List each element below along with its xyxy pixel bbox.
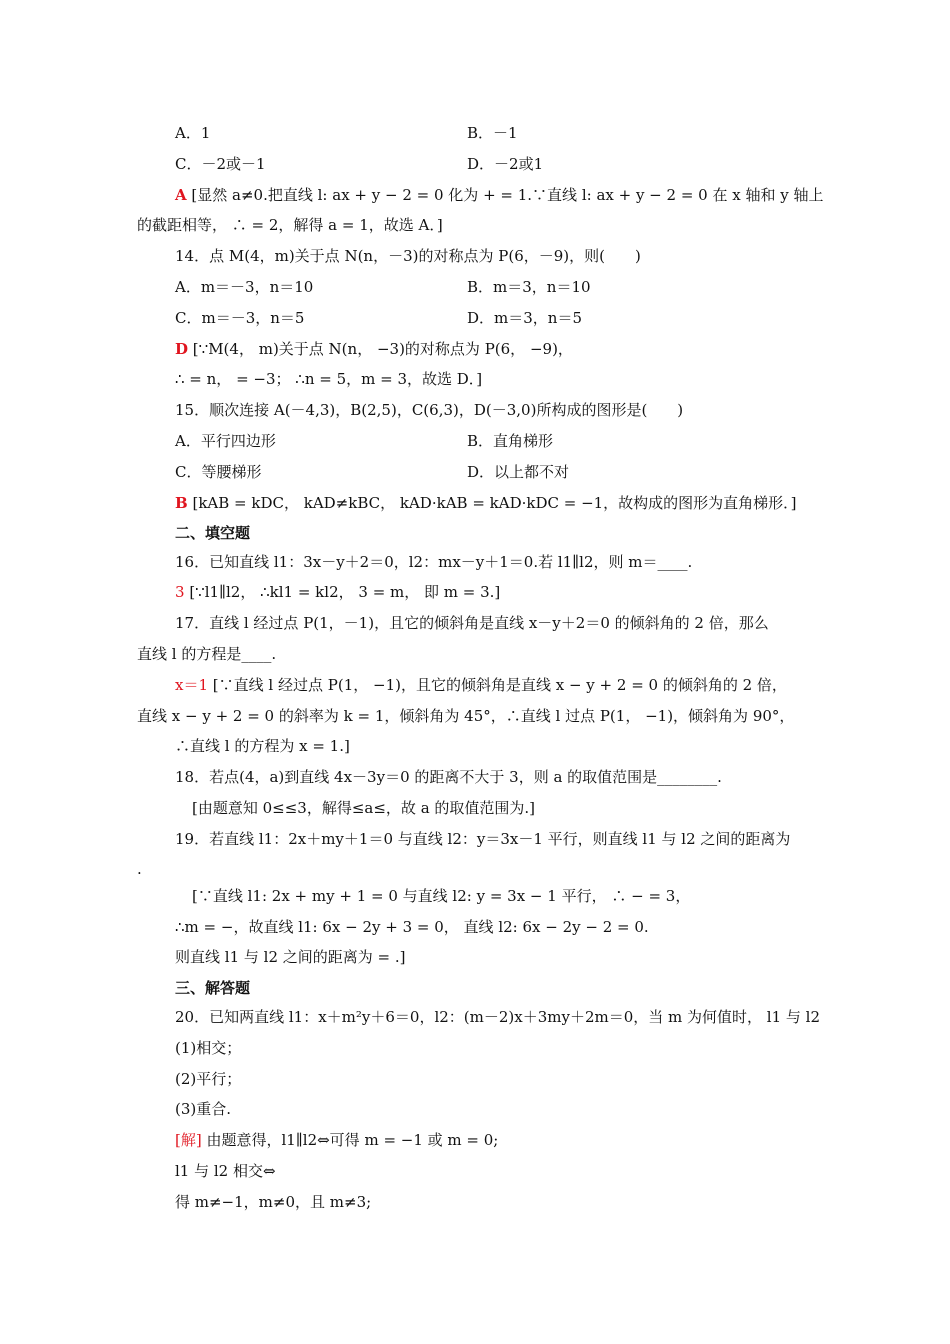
answer-14: [175, 338, 573, 360]
option-d: D．m＝3，n＝5: [467, 309, 582, 327]
option-d: D．以上都不对: [467, 463, 570, 481]
section-heading-fill: 二、填空题: [175, 524, 251, 542]
answer-16: [175, 581, 500, 603]
option-a: A．平行四边形: [175, 432, 276, 450]
subquestion-1: (1)相交；: [175, 1039, 242, 1057]
explanation-line: ∴ = n， = −3； ∴n = 5，m = 3，故选 D．]: [175, 370, 483, 388]
explanation: [显然 a≠0.把直线 l: ax + y − 2 = 0 化为 + = 1.∵直线 l: ax + y − 2 = 0 在 x 轴和 y 轴上: [191, 186, 824, 204]
explanation-line: ∴直线 l 的方程为 x = 1.]: [175, 737, 350, 755]
answer-label: x＝1: [175, 676, 209, 694]
subquestion-2: (2)平行；: [175, 1070, 242, 1088]
question-20: 20．已知两直线 l1：x＋m²y＋6＝0，l2：(m－2)x＋3my＋2m＝0，当 m 为何值时， l1 与 l2: [175, 1008, 821, 1026]
option-c: C．等腰梯形: [175, 463, 262, 481]
question-15: 15．顺次连接 A(－4,3)，B(2,5)，C(6,3)，D(－3,0)所构成的图形是( ): [175, 401, 684, 419]
explanation-line: l1 与 l2 相交⇔: [175, 1162, 276, 1180]
solution-20: [175, 1129, 498, 1151]
explanation-line: ∴m = −，故直线 l1: 6x − 2y + 3 = 0， 直线 l2: 6x − 2y − 2 = 0.: [175, 918, 649, 936]
question-16: 16．已知直线 l1：3x－y＋2＝0，l2：mx－y＋1＝0.若 l1∥l2，则 m＝____.: [175, 553, 693, 571]
option-a: A．1: [175, 124, 211, 142]
explanation: [∵M(4， m)关于点 N(n， −3)的对称点为 P(6， −9)，: [192, 340, 573, 358]
option-d: D．－2或1: [467, 155, 544, 173]
answer-17: [175, 674, 787, 696]
explanation-line: 则直线 l1 与 l2 之间的距离为 = .]: [175, 948, 406, 966]
answer-label: 3: [175, 583, 185, 601]
explanation-line: 的截距相等， ∴ = 2，解得 a = 1，故选 A．]: [137, 216, 443, 234]
question-17-cont: 直线 l 的方程是____.: [137, 645, 277, 663]
answer-label: B: [175, 494, 188, 512]
option-b: B．直角梯形: [467, 432, 554, 450]
question-17: 17．直线 l 经过点 P(1，－1)，且它的倾斜角是直线 x－y＋2＝0 的倾斜角的 2 倍，那么: [175, 614, 769, 632]
option-a: A．m＝－3，n＝10: [175, 278, 314, 296]
question-14: 14．点 M(4，m)关于点 N(n，－3)的对称点为 P(6，－9)，则( ): [175, 247, 641, 265]
answer-label: A: [175, 186, 187, 204]
option-c: C．－2或－1: [175, 155, 266, 173]
solution-label: [解]: [175, 1131, 202, 1149]
question-19: 19．若直线 l1：2x＋my＋1＝0 与直线 l2：y＝3x－1 平行，则直线 l1 与 l2 之间的距离为: [175, 830, 791, 848]
answer-18: [由题意知 0≤≤3，解得≤a≤，故 a 的取值范围为.]: [192, 799, 536, 817]
explanation-line: 直线 x − y + 2 = 0 的斜率为 k = 1，倾斜角为 45°，∴直线 l 过点 P(1， −1)，倾斜角为 90°，: [137, 707, 795, 725]
explanation: [∵l1∥l2， ∴kl1 = kl2， 3 = m， 即 m = 3.]: [189, 583, 501, 601]
explanation: 由题意得，l1∥l2⇔可得 m = −1 或 m = 0;: [206, 1131, 499, 1149]
question-18: 18．若点(4，a)到直线 4x－3y＝0 的距离不大于 3，则 a 的取值范围是________.: [175, 768, 722, 786]
question-19-cont: .: [137, 860, 142, 878]
option-c: C．m＝－3，n＝5: [175, 309, 305, 327]
answer-13: [175, 184, 824, 206]
answer-19: [∵直线 l1: 2x + my + 1 = 0 与直线 l2: y = 3x − 1 平行， ∴ − = 3，: [192, 887, 691, 905]
answer-label: D: [175, 340, 189, 358]
option-b: B．－1: [467, 124, 518, 142]
option-b: B．m＝3，n＝10: [467, 278, 591, 296]
answer-15: [175, 492, 797, 514]
explanation: [∵直线 l 经过点 P(1， −1)，且它的倾斜角是直线 x − y + 2 = 0 的倾斜角的 2 倍，: [212, 676, 787, 694]
explanation: [kAB = kDC， kAD≠kBC， kAD·kAB = kAD·kDC = −1，故构成的图形为直角梯形．]: [192, 494, 797, 512]
explanation-line: 得 m≠−1，m≠0，且 m≠3;: [175, 1193, 372, 1211]
subquestion-3: (3)重合.: [175, 1100, 232, 1118]
section-heading-solve: 三、解答题: [175, 979, 251, 997]
